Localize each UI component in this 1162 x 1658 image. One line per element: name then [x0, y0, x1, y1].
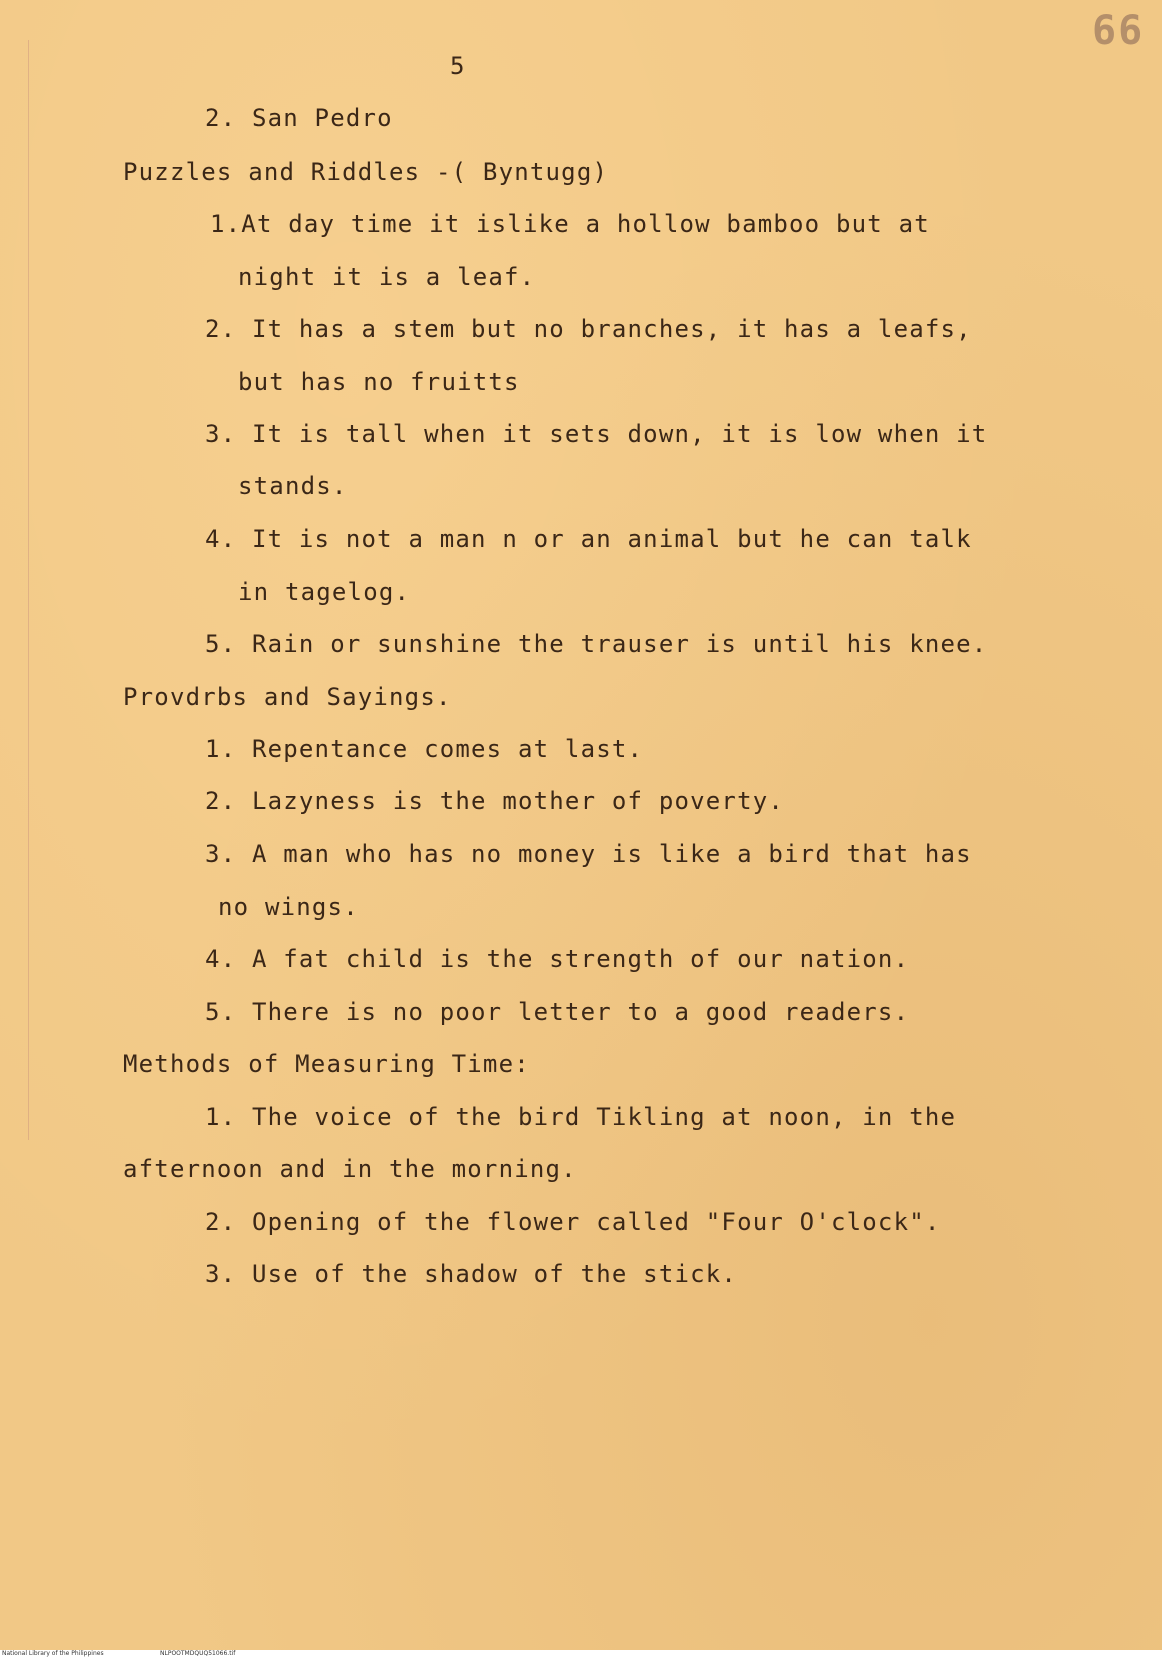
text-line: 3. It is tall when it sets down, it is low when it	[205, 420, 988, 448]
text-line: no wings.	[218, 893, 359, 921]
text-line: afternoon and in the morning.	[123, 1155, 577, 1183]
text-line: 5. There is no poor letter to a good readers.	[205, 998, 910, 1026]
margin-rule	[28, 40, 29, 1140]
text-line: 4. A fat child is the strength of our nation.	[205, 945, 910, 973]
text-line: 2. It has a stem but no branches, it has a leafs,	[205, 315, 972, 343]
section-heading: Methods of Measuring Time:	[123, 1050, 530, 1078]
text-line: night it is a leaf.	[238, 263, 536, 291]
text-line: 1.At day time it islike a hollow bamboo but at	[210, 210, 930, 238]
text-line: 3. A man who has no money is like a bird that has	[205, 840, 972, 868]
folio-mark: 66	[1092, 8, 1145, 54]
text-line: 2. Opening of the flower called "Four O'clock".	[205, 1208, 941, 1236]
section-heading: Puzzles and Riddles -( Byntugg)	[123, 158, 609, 186]
text-line: 1. Repentance comes at last.	[205, 735, 644, 763]
text-line: in tagelog.	[238, 578, 411, 606]
section-heading: Provdrbs and Sayings.	[123, 683, 452, 711]
text-line: 4. It is not a man n or an animal but he can talk	[205, 525, 972, 553]
footer-file-id: NLPOOTMDQUQ51066.tif	[160, 1650, 236, 1657]
text-line: 5. Rain or sunshine the trauser is until his knee.	[205, 630, 988, 658]
page-number: 5	[450, 52, 465, 80]
footer-library: National Library of the Philippines	[2, 1650, 104, 1657]
text-line: 2. Lazyness is the mother of poverty.	[205, 787, 785, 815]
text-line: stands.	[238, 472, 348, 500]
text-line: 3. Use of the shadow of the stick.	[205, 1260, 738, 1288]
text-line: but has no fruitts	[238, 368, 520, 396]
scan-footer	[0, 1650, 1162, 1658]
text-line: 2. San Pedro	[205, 104, 393, 132]
text-line: 1. The voice of the bird Tikling at noon, in the	[205, 1103, 957, 1131]
